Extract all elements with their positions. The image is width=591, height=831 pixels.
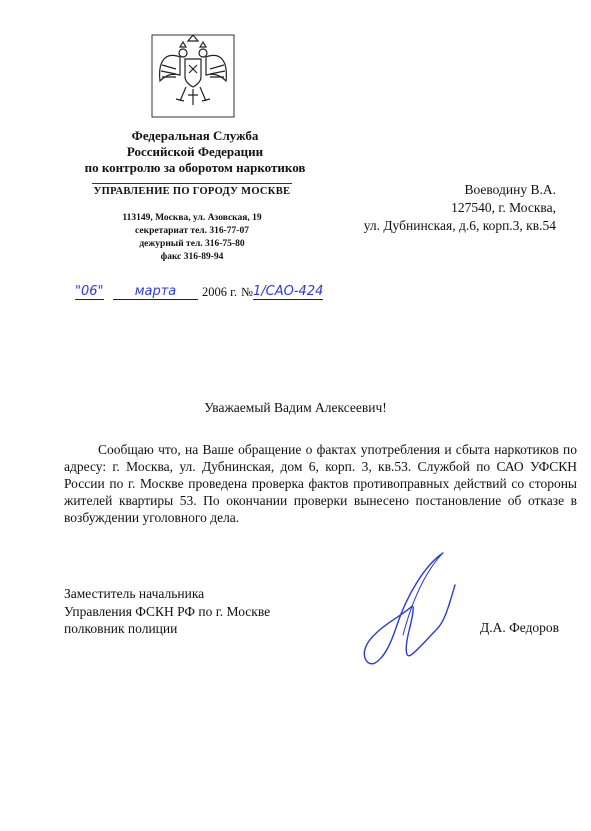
double-headed-eagle-icon xyxy=(150,33,236,119)
signature-icon xyxy=(345,545,465,675)
department-name: УПРАВЛЕНИЕ ПО ГОРОДУ МОСКВЕ xyxy=(92,183,292,197)
addressee-block xyxy=(296,181,556,235)
signer-title-block xyxy=(64,585,324,638)
org-line-3: по контролю за оборотом наркотиков xyxy=(84,160,306,175)
handwritten-month: марта xyxy=(113,284,198,300)
greeting: Уважаемый Вадим Алексеевич! xyxy=(204,400,387,415)
org-line-2: Российской Федерации xyxy=(126,144,264,159)
signer-title-2: Управления ФСКН РФ по г. Москве xyxy=(64,603,271,619)
number-label: № xyxy=(241,285,253,299)
addressee-name: Воеводину В.А. xyxy=(464,182,556,197)
addressee-city: 127540, г. Москва, xyxy=(451,200,556,215)
secretariat-phone: секретариат тел. 316-77-07 xyxy=(135,226,249,236)
state-emblem xyxy=(150,33,236,119)
printed-year: 2006 г. xyxy=(202,285,237,299)
org-address: 113149, Москва, ул. Азовская, 19 xyxy=(122,213,262,223)
handwritten-reg-number: 1/САО-424 xyxy=(253,284,324,299)
org-line-1: Федеральная Служба xyxy=(131,128,259,143)
handwritten-signature xyxy=(345,545,465,675)
signer-title-1: Заместитель начальника xyxy=(64,586,205,601)
duty-phone: дежурный тел. 316-75-80 xyxy=(139,239,245,249)
date-number-line xyxy=(75,284,375,304)
signer-name: Д.А. Федоров xyxy=(480,620,560,635)
letter-body: Сообщаю что, на Ваше обращение о фактах употребления и сбыта наркотиков по адресу: г. Москва, ул. Дубнинская, дом 6, корп. 3, кв.53. Службой по САО УФСКН России по г. Москве проведена проверка фактов противоправных действий со стороны жителей квартиры 53. По окончании проверки вынесено постановление об отказе в возбуждении уголовного дела. xyxy=(64,442,577,525)
handwritten-day: "06" xyxy=(75,284,104,299)
contact-block xyxy=(92,212,292,264)
organization-header xyxy=(65,128,325,176)
signer-title-3: полковник полиции xyxy=(64,621,178,636)
fax-number: факс 316-89-94 xyxy=(160,252,224,262)
addressee-street: ул. Дубнинская, д.6, корп.3, кв.54 xyxy=(363,218,556,233)
